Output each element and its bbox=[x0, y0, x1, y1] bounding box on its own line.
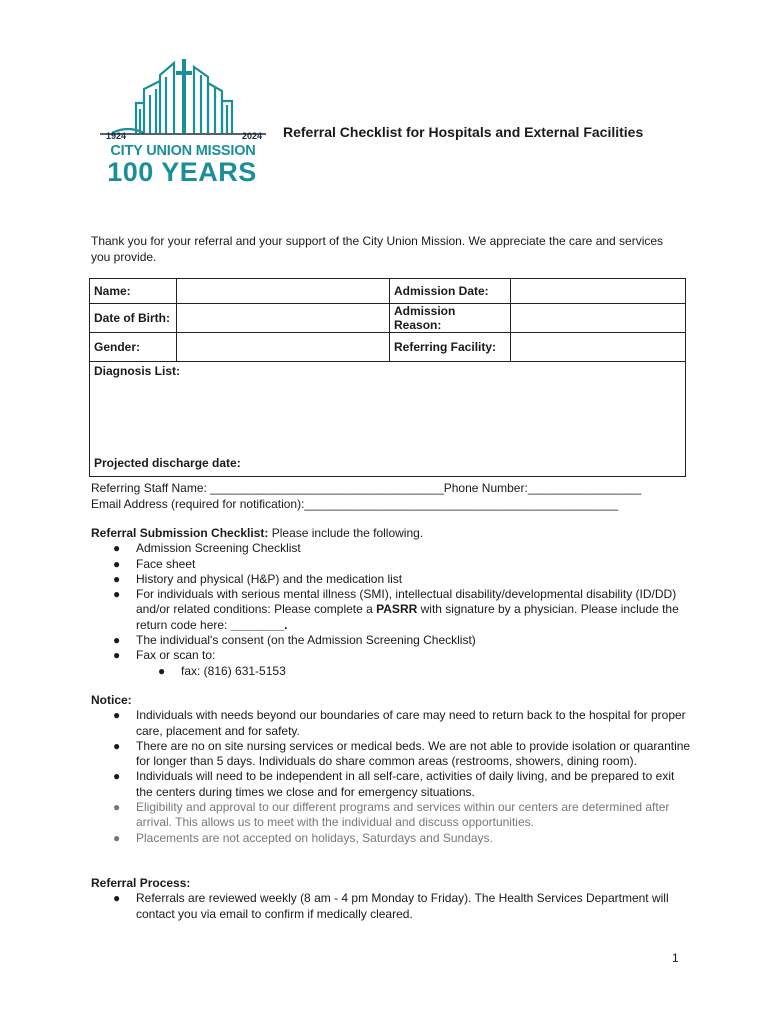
list-item: ● Referrals are reviewed weekly (8 am - 4 pm Monday to Friday). The Health Services Department will contact you via email to confirm if medically cleared. bbox=[113, 891, 669, 921]
list-item: ● There are no on site nursing services or medical beds. We are not able to provide isolation or quarantine for longer than 5 days. Individuals do share common areas (restrooms, showers, dining room). bbox=[113, 738, 691, 769]
submission-checklist bbox=[91, 526, 691, 679]
referral-form-table bbox=[89, 278, 686, 477]
list-item: ● Fax or scan to: bbox=[113, 648, 216, 663]
name-label: Name: bbox=[90, 279, 177, 304]
list-item: ● History and physical (H&P) and the medication list bbox=[113, 571, 403, 586]
form-row-name bbox=[90, 279, 686, 304]
discharge-date-label: Projected discharge date: bbox=[94, 456, 241, 470]
admission-date-label: Admission Date: bbox=[390, 279, 511, 304]
staff-name-phone-line[interactable]: Referring Staff Name: ___________________________________Phone Number:_________________ bbox=[91, 481, 642, 495]
form-row-gender bbox=[90, 333, 686, 362]
list-item: ● fax: (816) 631-5153 bbox=[158, 663, 286, 678]
dob-label: Date of Birth: bbox=[90, 304, 177, 333]
city-union-mission-logo bbox=[98, 55, 268, 187]
logo-year-start: 1924 bbox=[106, 131, 127, 141]
logo-org-name: CITY UNION MISSION bbox=[110, 143, 256, 159]
diagnosis-label: Diagnosis List: bbox=[94, 364, 181, 378]
admission-reason-label: Admission Reason: bbox=[390, 304, 511, 333]
list-item: ● Admission Screening Checklist bbox=[113, 541, 301, 556]
form-row-diagnosis bbox=[90, 362, 686, 477]
logo-year-end: 2024 bbox=[241, 131, 262, 141]
checklist-heading: Referral Submission Checklist: bbox=[91, 526, 269, 540]
referring-facility-field[interactable] bbox=[511, 333, 686, 362]
list-item: ● The individual's consent (on the Admission Screening Checklist) bbox=[113, 633, 476, 648]
referring-facility-label: Referring Facility: bbox=[390, 333, 511, 362]
document-title: Referral Checklist for Hospitals and External Facilities bbox=[283, 124, 644, 140]
admission-date-field[interactable] bbox=[511, 279, 686, 304]
list-item: ● Face sheet bbox=[113, 556, 196, 571]
staff-email-line[interactable]: Email Address (required for notification):_______________________________________________ bbox=[91, 497, 619, 511]
staff-info bbox=[91, 480, 641, 512]
return-code-blank[interactable]: ________. bbox=[230, 617, 288, 632]
list-item: ● Individuals will need to be independent in all self-care, activities of daily living, and be prepared to exit the centers during times we close and for emergency situations. bbox=[113, 769, 675, 799]
form-row-dob bbox=[90, 304, 686, 333]
checklist-intro: Please include the following. bbox=[268, 526, 424, 540]
name-field[interactable] bbox=[177, 279, 390, 304]
list-item: ● Placements are not accepted on holidays, Saturdays and Sundays. bbox=[113, 830, 493, 845]
gender-label: Gender: bbox=[90, 333, 177, 362]
logo-anniversary: 100 YEARS bbox=[107, 157, 257, 187]
list-item: ● For individuals with serious mental illness (SMI), intellectual disability/developmental disability (ID/DD) and/or related conditions: Please complete a PASRR with signature by a physician. Please include the return code here: ________. bbox=[113, 587, 679, 632]
notice-section bbox=[91, 693, 691, 846]
page-number: 1 bbox=[672, 951, 679, 965]
referral-process-section bbox=[91, 876, 691, 922]
fax-number: fax: (816) 631-5153 bbox=[181, 663, 286, 678]
list-item: ● Individuals with needs beyond our boundaries of care may need to return back to the hospital for proper care, placement and for safety. bbox=[113, 708, 686, 738]
list-item: ● Eligibility and approval to our different programs and services within our centers are determined after arrival. This allows us to meet with the individual and discuss opportunities. bbox=[113, 800, 670, 830]
notice-heading: Notice: bbox=[91, 693, 132, 707]
admission-reason-field[interactable] bbox=[511, 304, 686, 333]
process-heading: Referral Process: bbox=[91, 876, 191, 890]
skyline-icon bbox=[98, 55, 268, 135]
pasrr-label: PASRR bbox=[376, 602, 418, 617]
gender-field[interactable] bbox=[177, 333, 390, 362]
intro-paragraph: Thank you for your referral and your support of the City Union Mission. We appreciate the care and services you provide. bbox=[91, 234, 664, 264]
diagnosis-field[interactable] bbox=[90, 362, 686, 477]
dob-field[interactable] bbox=[177, 304, 390, 333]
